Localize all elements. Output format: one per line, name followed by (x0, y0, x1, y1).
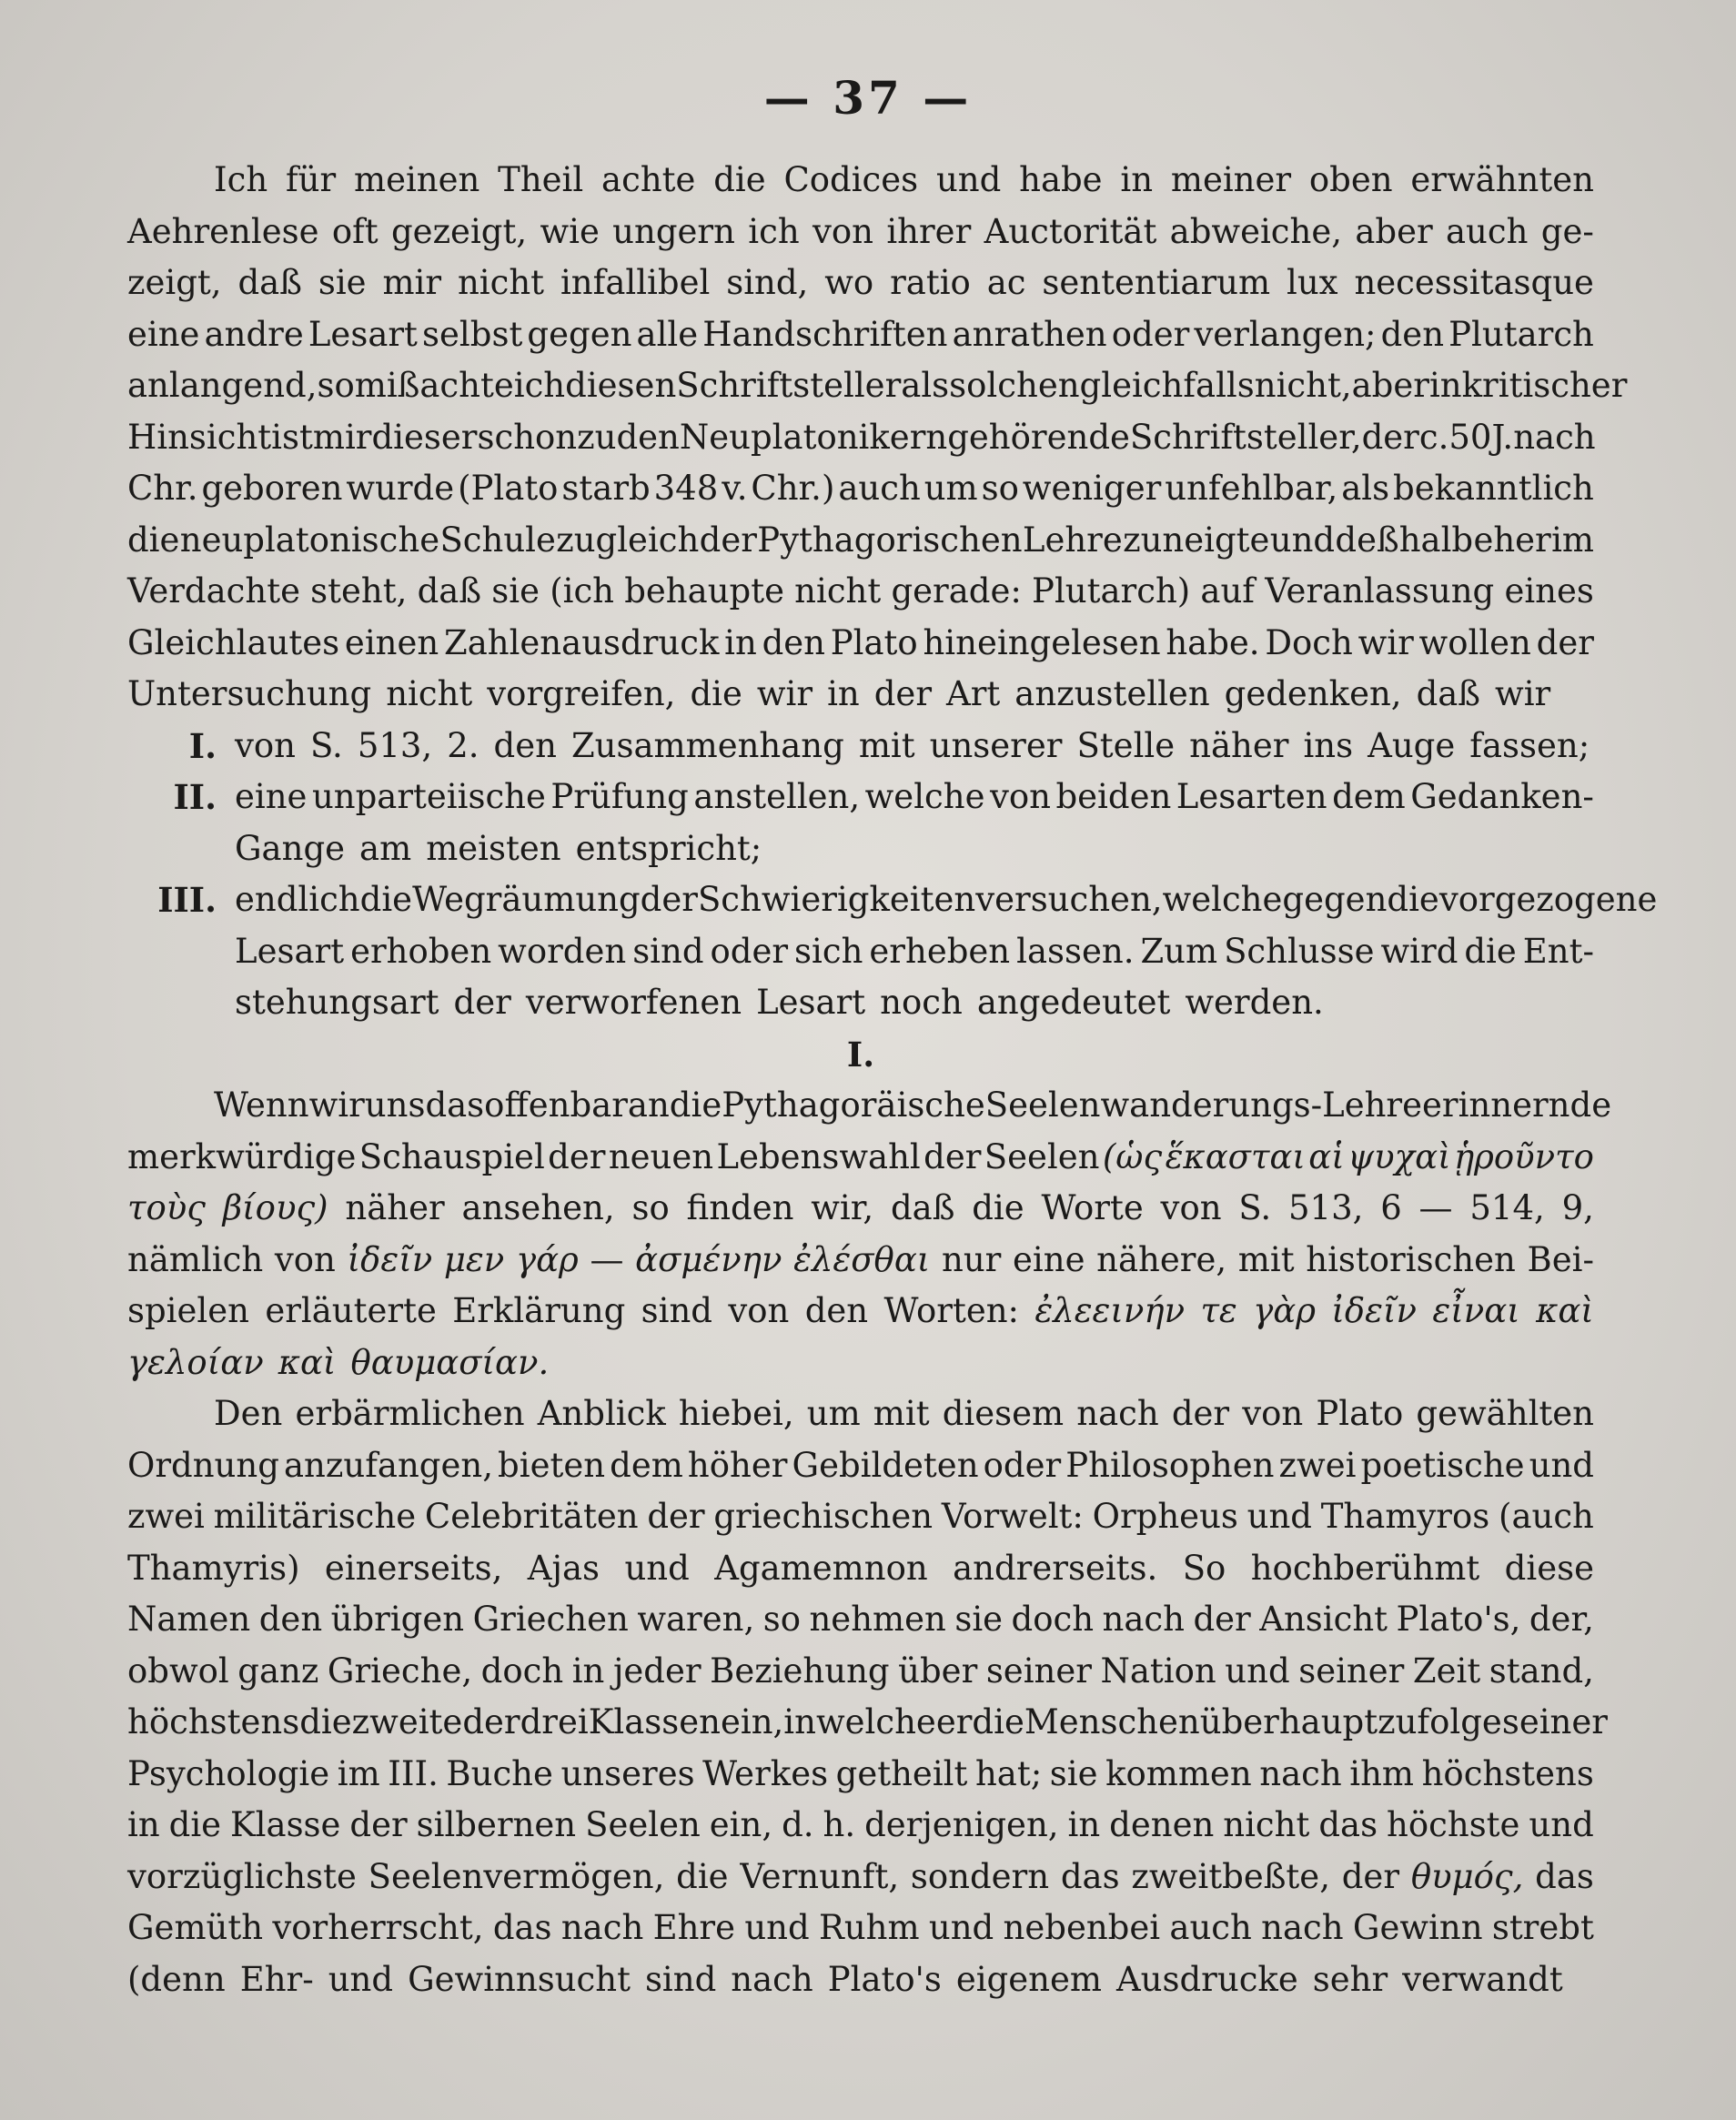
list-item-text: Lesart erhoben worden sind oder sich erheben lassen. Zum Schlusse wird die Ent- (235, 931, 1594, 971)
paragraph-1 (127, 1080, 1612, 1388)
para2-line: (denn Ehr- und Gewinnsucht sind nach Plato's eigenem Ausdrucke sehr verwandt (127, 1959, 1563, 1999)
list-item-text: Gange am meisten entspricht; (235, 828, 762, 868)
para1-line: τοὺς βίους) näher ansehen, so finden wir, daß die Worte von S. 513, 6 — 514, 9, (127, 1188, 1594, 1227)
paragraph-2 (127, 1388, 1608, 2005)
intro-line: anlangend, so mißachte ich diesen Schriftsteller als solchen gleichfalls nicht, aber in kritischer (127, 366, 1628, 405)
list-item (127, 772, 1594, 823)
para2-line: Gemüth vorherrscht, das nach Ehre und Ruhm und nebenbei auch nach Gewinn strebt (127, 1908, 1594, 1947)
list-item (127, 823, 1594, 875)
para2-line: zwei militärische Celebritäten der griechischen Vorwelt: Orpheus und Thamyros (auch (127, 1497, 1594, 1536)
intro-line: Hinsicht ist mir dieser schon zu den Neuplatonikern gehörende Schriftsteller, der c. 50 J. nach (127, 417, 1596, 457)
intro-paragraph (127, 155, 1628, 721)
intro-line: Untersuchung nicht vorgreifen, die wir in der Art anzustellen gedenken, daß wir (127, 674, 1551, 713)
list-item (127, 977, 1594, 1029)
intro-line: Ich für meinen Theil achte die Codices und habe in meiner oben erwähnten (214, 160, 1594, 199)
intro-line: zeigt, daß sie mir nicht infallibel sind, wo ratio ac sententiarum lux necessitasque (127, 263, 1594, 302)
para2-line: Thamyris) einerseits, Ajas und Agamemnon andrerseits. So hochberühmt diese (127, 1548, 1594, 1588)
para1-line: spielen erläuterte Erklärung sind von den Worten: ἐλεεινήν τε γὰρ ἰδεῖν εἶναι καὶ (127, 1291, 1594, 1330)
page-text (127, 155, 1658, 2005)
para2-line: höchstens die zweite der drei Klassen ein, in welche er die Menschen überhaupt zufolge seiner (127, 1702, 1608, 1741)
para2-line: vorzüglichste Seelenvermögen, die Vernunft, sondern das zweitbeßte, der θυμός, das (127, 1856, 1594, 1896)
para2-line: in die Klasse der silbernen Seelen ein, d. h. derjenigen, in denen nicht das höchste und (127, 1805, 1594, 1844)
list-item-number: III. (157, 880, 217, 920)
para2-line: Psychologie im III. Buche unseres Werkes getheilt hat; sie kommen nach ihm höchstens (127, 1753, 1594, 1793)
intro-line: eine andre Lesart selbst gegen alle Handschriften anrathen oder verlangen; den Plutarch (127, 314, 1594, 354)
list-item-text: eine unparteiische Prüfung anstellen, welche von beiden Lesarten dem Gedanken- (235, 777, 1594, 816)
list-item-text: stehungsart der verworfenen Lesart noch angedeutet werden. (235, 983, 1324, 1022)
intro-line: Aehrenlese oft gezeigt, wie ungern ich von ihrer Auctorität abweiche, aber auch ge- (127, 211, 1594, 251)
intro-line: Verdachte steht, daß sie (ich behaupte nicht gerade: Plutarch) auf Veranlassung eines (127, 571, 1594, 611)
list-item-number: I. (188, 725, 217, 766)
para1-line: nämlich von ἰδεῖν μεν γάρ — ἀσμένην ἐλέσθαι nur eine nähere, mit historischen Bei- (127, 1239, 1594, 1279)
intro-line: Gleichlautes einen Zahlenausdruck in den Plato hineingelesen habe. Doch wir wollen der (127, 622, 1594, 662)
page-number: — 37 — (763, 71, 973, 125)
list-item (127, 926, 1594, 978)
para1-line: merkwürdige Schauspiel der neuen Lebenswahl der Seelen (ὡς ἕκασται αἱ ψυχαὶ ᾑροῦντο (127, 1136, 1594, 1176)
para2-line: Ordnung anzufangen, bieten dem höher Gebildeten oder Philosophen zwei poetische und (127, 1445, 1594, 1485)
para2-line: Namen den übrigen Griechen waren, so nehmen sie doch nach der Ansicht Plato's, der, (127, 1600, 1594, 1639)
list-item-text: endlich die Wegräumung der Schwierigkeiten versuchen, welche gegen die vorgezogene (235, 880, 1658, 919)
para2-line: Den erbärmlichen Anblick hiebei, um mit diesem nach der von Plato gewählten (214, 1394, 1594, 1433)
para1-line: γελοίαν καὶ θαυμασίαν. (127, 1342, 550, 1382)
section-heading: I. (846, 1034, 875, 1075)
para2-line: obwol ganz Grieche, doch in jeder Beziehung über seiner Nation und seiner Zeit stand, (127, 1651, 1594, 1691)
list-item (127, 721, 1594, 772)
intro-line: die neuplatonische Schule zugleich der Pythagorischen Lehre zuneigte und deßhalb eher im (127, 520, 1594, 560)
list-item (127, 874, 1658, 926)
outline-list (127, 721, 1658, 1029)
list-item-number: II. (173, 777, 217, 817)
para1-line: Wenn wir uns das offenbar an die Pythagoräische Seelenwanderungs-Lehre erinnernde (214, 1085, 1612, 1125)
intro-line: Chr. geboren wurde (Plato starb 348 v. Chr.) auch um so weniger unfehlbar, als bekanntlich (127, 469, 1594, 508)
list-item-text: von S. 513, 2. den Zusammenhang mit unserer Stelle näher ins Auge fassen; (235, 725, 1590, 765)
